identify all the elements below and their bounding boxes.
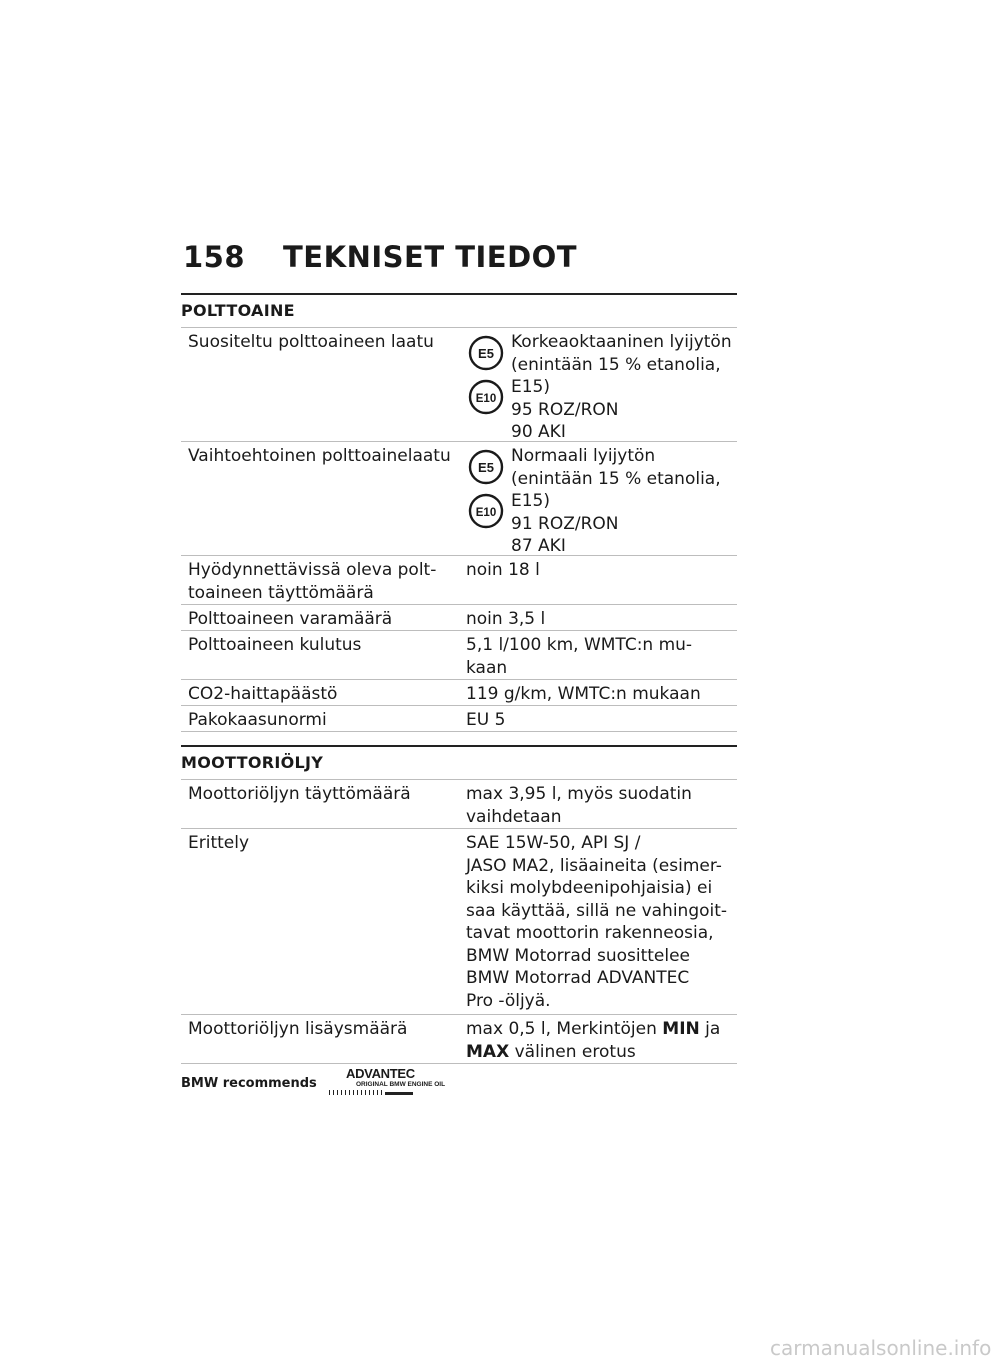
e10-fuel-icon xyxy=(468,379,504,415)
table-row-co2 xyxy=(181,679,737,705)
advantec-logo-subtext: ORIGINAL BMW ENGINE OIL xyxy=(356,1081,446,1088)
row-value xyxy=(511,331,735,444)
table-row-emission-standard xyxy=(181,705,737,732)
row-value xyxy=(511,445,735,558)
min-marker-text: MIN xyxy=(662,1019,700,1039)
logo-dash-bar xyxy=(329,1090,385,1095)
e10-fuel-icon xyxy=(468,493,504,529)
table-row-oil-topup xyxy=(181,1014,737,1064)
value-line: (enintään 15 % etanolia, xyxy=(511,354,721,375)
fuel-grade-icons xyxy=(468,449,508,537)
row-value xyxy=(466,783,734,828)
section-heading-fuel: POLTTOAINE xyxy=(181,293,737,327)
value-line: Normaali lyijytön xyxy=(511,446,656,466)
value-line: Korkeaoktaaninen lyijytön xyxy=(511,332,732,352)
row-label: Erittely xyxy=(188,833,250,853)
value-line: E15) xyxy=(511,377,551,397)
value-line xyxy=(466,1018,734,1041)
row-value: noin 18 l xyxy=(466,560,540,580)
row-label: Moottoriöljyn lisäysmäärä xyxy=(188,1019,408,1039)
value-line: kaan xyxy=(466,657,508,678)
value-line xyxy=(466,1041,734,1064)
fuel-section xyxy=(181,293,737,732)
value-line: 5,1 l/100 km, WMTC:n mu- xyxy=(466,635,693,655)
row-label xyxy=(188,559,453,604)
value-line: kiksi molybdeenipohjaisia) ei xyxy=(466,878,713,898)
value-line: JASO MA2, lisäaineita (esimer- xyxy=(466,855,722,876)
table-row-alternative-fuel xyxy=(181,441,737,555)
row-label: Moottoriöljyn täyttömäärä xyxy=(188,784,411,804)
row-label: Suositeltu polttoaineen laatu xyxy=(188,332,434,352)
e5-fuel-icon xyxy=(468,335,504,371)
value-line: vaihdetaan xyxy=(466,806,562,827)
value-line: E15) xyxy=(511,491,551,511)
fuel-grade-icons xyxy=(468,335,508,423)
value-text: välinen erotus xyxy=(509,1041,636,1062)
page-title: TEKNISET TIEDOT xyxy=(283,240,578,274)
value-line: 91 ROZ/RON xyxy=(511,513,619,534)
row-label: Pakokaasunormi xyxy=(188,710,327,730)
value-line: (enintään 15 % etanolia, xyxy=(511,468,721,489)
table-row-oil-fill-quantity xyxy=(181,779,737,828)
value-text: max 0,5 l, Merkintöjen xyxy=(466,1019,663,1039)
row-value xyxy=(466,1018,734,1063)
row-value: noin 3,5 l xyxy=(466,609,546,629)
svg-text:E5: E5 xyxy=(478,460,494,475)
footer-recommendation xyxy=(181,1068,741,1104)
svg-text:E5: E5 xyxy=(478,346,494,361)
watermark: carmanualsonline.info xyxy=(770,1336,991,1360)
logo-solid-bar xyxy=(385,1092,413,1095)
max-marker-text: MAX xyxy=(466,1041,510,1062)
value-line: BMW Motorrad ADVANTEC xyxy=(466,968,690,988)
row-value: EU 5 xyxy=(466,710,506,730)
page-header xyxy=(183,240,743,280)
value-line: 95 ROZ/RON xyxy=(511,399,619,420)
row-label: Polttoaineen kulutus xyxy=(188,635,362,655)
label-line: Hyödynnettävissä oleva polt- xyxy=(188,560,437,580)
label-line: toaineen täyttömäärä xyxy=(188,582,374,603)
section-heading-engine-oil: MOOTTORIÖLJY xyxy=(181,745,737,779)
page-number: 158 xyxy=(183,240,246,274)
table-row-usable-quantity xyxy=(181,555,737,604)
value-line: Pro -öljyä. xyxy=(466,990,551,1011)
row-label: Polttoaineen varamäärä xyxy=(188,609,393,629)
row-value: 119 g/km, WMTC:n mukaan xyxy=(466,684,701,704)
value-line: tavat moottorin rakenneosia, xyxy=(466,923,714,943)
bmw-recommends-text: BMW recommends xyxy=(181,1076,317,1091)
engine-oil-section xyxy=(181,745,737,1064)
table-row-recommended-fuel xyxy=(181,327,737,441)
advantec-logo xyxy=(329,1066,446,1098)
row-label: Vaihtoehtoinen polttoainelaatu xyxy=(188,446,451,466)
row-label: CO2-haittapäästö xyxy=(188,684,338,704)
svg-text:E10: E10 xyxy=(475,393,497,405)
table-row-oil-specification xyxy=(181,828,737,1014)
value-line: SAE 15W-50, API SJ / xyxy=(466,833,641,853)
e5-fuel-icon xyxy=(468,449,504,485)
table-row-consumption xyxy=(181,630,737,679)
value-text: ja xyxy=(699,1019,721,1039)
row-value xyxy=(466,832,734,1012)
value-line: saa käyttää, sillä ne vahingoit- xyxy=(466,900,728,921)
value-line: BMW Motorrad suosittelee xyxy=(466,945,691,966)
value-line: max 3,95 l, myös suodatin xyxy=(466,784,692,804)
value-line: 87 AKI xyxy=(511,536,566,556)
row-value xyxy=(466,634,734,679)
advantec-logo-text: ADVANTEC xyxy=(346,1066,415,1081)
value-line: 90 AKI xyxy=(511,422,566,442)
table-row-reserve xyxy=(181,604,737,630)
svg-text:E10: E10 xyxy=(475,507,497,519)
